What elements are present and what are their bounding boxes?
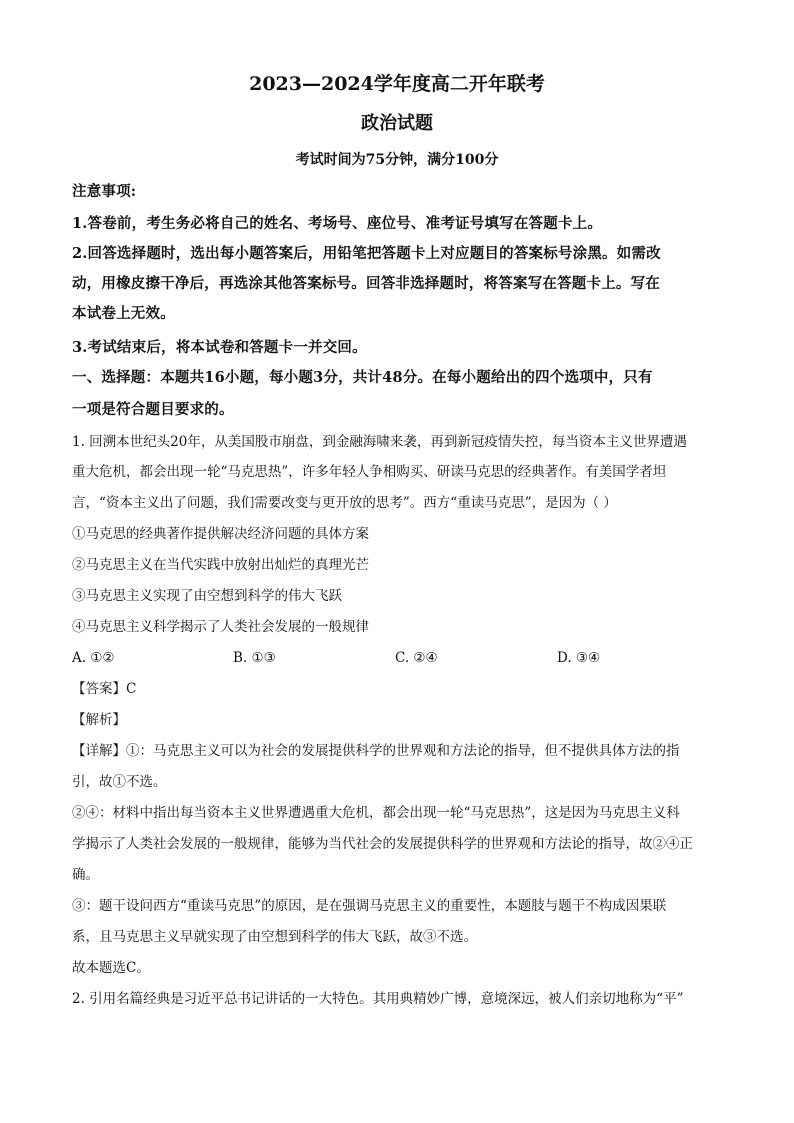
notes-item-3: 3.考试结束后，将本试卷和答题卡一并交回。 [72, 339, 367, 356]
notes-heading: 注意事项: [72, 183, 137, 200]
q1-option-c: C. ②④ [395, 650, 438, 666]
notes-item-2-line-1: 2.回答选择题时，选出每小题答案后，用铅笔把答题卡上对应题目的答案标号涂黑。如需改 [72, 245, 661, 262]
q1-detail-line-1: 【详解】①：马克思主义可以为社会的发展提供科学的世界观和方法论的指导，但不提供具体方法的指 [72, 743, 680, 759]
q1-detail-line-4: 学揭示了人类社会发展的一般规律，能够为当代社会的发展提供科学的世界观和方法论的指导，故②④正 [72, 836, 693, 852]
q1-detail-line-5: 确。 [72, 867, 99, 883]
q1-detail-line-6: ③：题干设问西方“重读马克思”的原因，是在强调马克思主义的重要性，本题肢与题干不构成因果联 [72, 898, 667, 914]
q1-statement-3: ③马克思主义实现了由空想到科学的伟大飞跃 [72, 588, 342, 604]
notes-item-2-line-2: 动，用橡皮擦干净后，再选涂其他答案标号。回答非选择题时，将答案写在答题卡上。写在 [72, 275, 660, 292]
exam-info: 考试时间为75分钟，满分100分 [295, 152, 499, 168]
q1-option-a: A. ①② [72, 650, 115, 666]
notes-item-2-line-3: 本试卷上无效。 [72, 305, 175, 322]
q1-option-d: D. ③④ [557, 650, 601, 666]
q1-option-b: B. ①③ [233, 650, 276, 666]
q1-statement-1: ①马克思的经典著作提供解决经济问题的具体方案 [72, 526, 369, 542]
q1-stem-line-2: 重大危机，都会出现一轮“马克思热”，许多年轻人争相购买、研读马克思的经典著作。有美国学者坦 [72, 464, 667, 480]
q1-detail-line-7: 系，且马克思主义早就实现了由空想到科学的伟大飞跃，故③不选。 [72, 929, 477, 945]
q2-stem-line-1: 2. 引用名篇经典是习近平总书记讲话的一大特色。其用典精妙广博，意境深远，被人们亲切地称为“平” [72, 991, 684, 1007]
q1-conclusion: 故本题选C。 [72, 960, 150, 976]
q1-analysis-label: 【解析】 [72, 712, 126, 728]
exam-title: 2023—2024学年度高二开年联考 [249, 73, 545, 95]
section-heading-line-1: 一、选择题：本题共16小题，每小题3分，共计48分。在每小题给出的四个选项中，只有 [72, 369, 653, 386]
q1-statement-2: ②马克思主义在当代实践中放射出灿烂的真理光芒 [72, 557, 369, 573]
q1-stem-line-3: 言，“资本主义出了问题，我们需要改变与更开放的思考”。西方“重读马克思”，是因为（ ） [72, 495, 617, 511]
q1-statement-4: ④马克思主义科学揭示了人类社会发展的一般规律 [72, 619, 369, 635]
subject-title: 政治试题 [361, 113, 433, 134]
notes-item-1: 1.答卷前，考生务必将自己的姓名、考场号、座位号、准考证号填写在答题卡上。 [72, 215, 603, 232]
q1-answer: 【答案】C [72, 681, 137, 697]
q1-detail-line-2: 引，故①不选。 [72, 774, 167, 790]
section-heading-line-2: 一项是符合题目要求的。 [72, 401, 234, 418]
q1-stem-line-1: 1. 回溯本世纪头20年，从美国股市崩盘，到金融海啸来袭，再到新冠疫情失控，每当资本主义世界遭遇 [72, 434, 687, 450]
q1-detail-line-3: ②④：材料中指出每当资本主义世界遭遇重大危机，都会出现一轮“马克思热”，这是因为马克思主义科 [72, 805, 680, 821]
